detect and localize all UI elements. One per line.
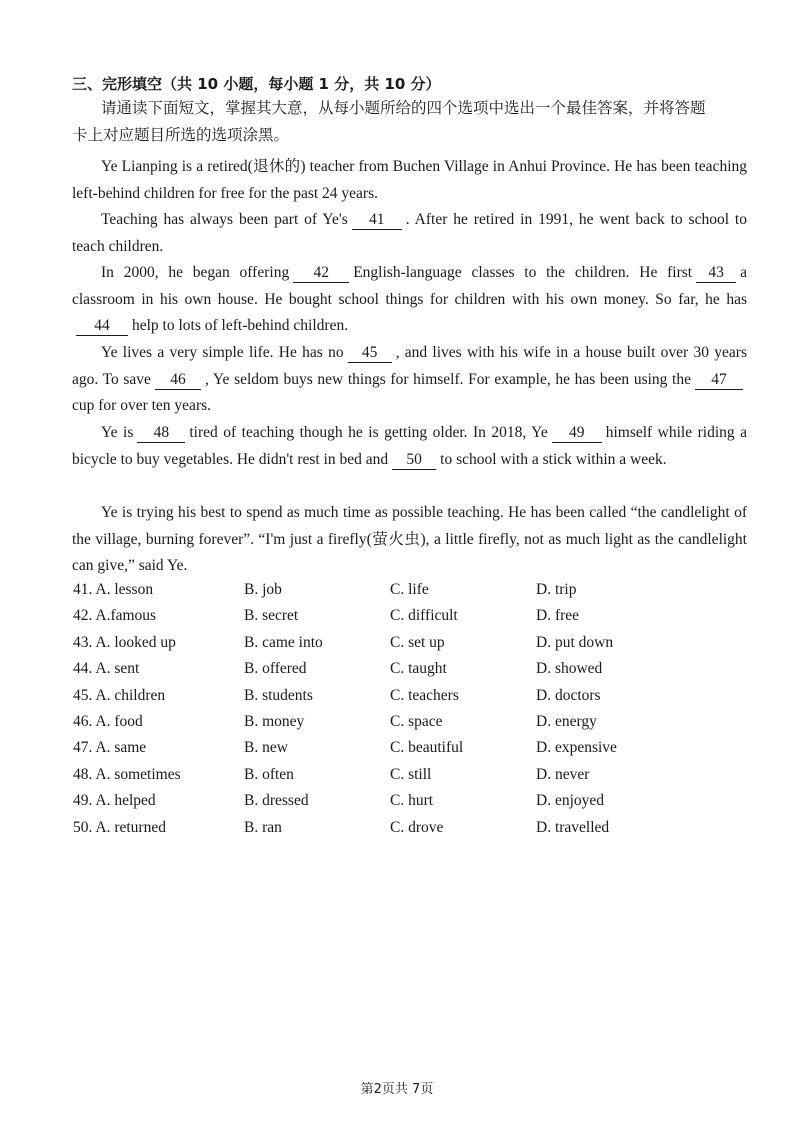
- option-row-41: [73, 581, 753, 607]
- option-b: B. often: [244, 765, 294, 783]
- option-row-44: [73, 660, 753, 686]
- option-a: 44. A. sent: [73, 660, 140, 678]
- option-b: B. dressed: [244, 792, 309, 810]
- paragraph-text: a classroom in his own house. He bought school things for children with his own money. So far, he has: [72, 264, 747, 308]
- blank-41: 41: [352, 211, 402, 230]
- option-c: C. difficult: [390, 607, 458, 625]
- option-b: B. students: [244, 686, 313, 704]
- option-b: B. job: [244, 581, 282, 598]
- option-row-48: [73, 766, 753, 792]
- option-b: B. offered: [244, 660, 307, 678]
- blank-42: 42: [293, 264, 349, 283]
- option-row-50: [73, 819, 753, 845]
- option-c: C. set up: [390, 633, 445, 651]
- blank-43: 43: [696, 264, 736, 283]
- instructions: [72, 96, 747, 149]
- paragraph-text: help to lots of left-behind children.: [132, 317, 349, 335]
- paragraph-text: Ye Lianping is a retired(退休的) teacher from Buchen Village in Anhui Province. He has been teaching left-behind children for free for the past 24 years.: [72, 158, 747, 202]
- option-row-45: [73, 687, 753, 713]
- option-b: B. came into: [244, 633, 323, 651]
- blank-45: 45: [348, 344, 392, 363]
- paragraph-text: Ye is trying his best to spend as much time as possible teaching. He has been called “the candlelight of the village, burning forever”. “I'm just a firefly(萤火虫), a little firefly, not as much light as the candlelight can give,” said Ye.: [72, 504, 747, 575]
- option-c: C. life: [390, 581, 429, 598]
- passage-paragraph-3: [72, 260, 747, 340]
- blank-44: 44: [76, 317, 128, 336]
- paragraph-text: Ye lives a very simple life. He has no: [101, 344, 344, 361]
- paragraph-text: cup for over ten years.: [72, 397, 212, 415]
- blank-48: 48: [137, 424, 185, 443]
- option-a: 46. A. food: [73, 712, 143, 730]
- option-c: C. beautiful: [390, 739, 464, 757]
- option-c: C. space: [390, 712, 443, 730]
- option-d: D. showed: [536, 660, 603, 678]
- options-list: [73, 581, 753, 845]
- paragraph-text: English-language classes to the children. He first: [353, 264, 693, 281]
- paragraph-text: , and lives with his wife in a house built over 30 years ago. To save: [72, 344, 747, 388]
- option-row-43: [73, 634, 753, 660]
- paragraph-text: , Ye seldom buys new things for himself. For example, he has been using the: [204, 370, 691, 388]
- paragraph-text: . After he retired in 1991, he went back to school to teach children.: [72, 211, 747, 255]
- option-row-46: [73, 713, 753, 739]
- blank-47: 47: [695, 371, 743, 390]
- option-a: 49. A. helped: [73, 792, 156, 810]
- option-d: D. enjoyed: [536, 792, 605, 810]
- page-number: 第2页共 7页: [360, 1082, 434, 1097]
- instructions-line2: 卡上对应题目所选的选项涂黑。: [72, 126, 290, 144]
- blank-50: 50: [392, 451, 436, 470]
- blank-49: 49: [552, 424, 602, 443]
- option-c: C. drove: [390, 818, 444, 836]
- blank-46: 46: [155, 371, 201, 390]
- paragraph-text: Teaching has always been part of Ye's: [101, 211, 348, 228]
- option-a: 50. A. returned: [73, 818, 166, 836]
- option-d: D. never: [536, 765, 590, 783]
- option-b: B. ran: [244, 818, 282, 836]
- option-c: C. taught: [390, 660, 447, 678]
- option-b: B. secret: [244, 607, 299, 625]
- option-d: D. put down: [536, 633, 614, 651]
- option-row-42: [73, 607, 753, 633]
- option-d: D. trip: [536, 581, 577, 598]
- instructions-line1: 请通读下面短文，掌握其大意，从每小题所给的四个选项中选出一个最佳答案，并将答题: [101, 100, 706, 117]
- passage-paragraph-1: [72, 154, 747, 207]
- option-d: D. energy: [536, 712, 597, 730]
- option-a: 43. A. looked up: [73, 633, 176, 651]
- option-b: B. money: [244, 712, 305, 730]
- paragraph-text: Ye is: [101, 424, 134, 441]
- option-c: C. hurt: [390, 792, 434, 810]
- option-d: D. expensive: [536, 739, 617, 757]
- option-row-47: [73, 739, 753, 765]
- passage-paragraph-5: [72, 420, 747, 473]
- option-d: D. travelled: [536, 818, 610, 836]
- paragraph-text: tired of teaching though he is getting older. In 2018, Ye: [189, 424, 548, 441]
- paragraph-text: In 2000, he began offering: [101, 264, 290, 281]
- option-row-49: [73, 792, 753, 818]
- passage-paragraph-2: [72, 207, 747, 260]
- option-a: 42. A.famous: [73, 607, 157, 625]
- paragraph-text: himself while riding a bicycle to buy vegetables. He didn't rest in bed and: [72, 424, 747, 468]
- option-a: 47. A. same: [73, 739, 147, 757]
- option-a: 41. A. lesson: [73, 581, 154, 598]
- option-d: D. free: [536, 607, 580, 625]
- paragraph-text: to school with a stick within a week.: [440, 450, 667, 468]
- passage-paragraph-4: [72, 340, 747, 420]
- option-b: B. new: [244, 739, 288, 757]
- passage-paragraph-6: [72, 500, 747, 580]
- option-c: C. still: [390, 765, 432, 783]
- option-d: D. doctors: [536, 686, 601, 704]
- option-a: 45. A. children: [73, 686, 166, 704]
- option-a: 48. A. sometimes: [73, 765, 181, 783]
- option-c: C. teachers: [390, 686, 459, 704]
- section-title: 三、完形填空（共 10 小题，每小题 1 分，共 10 分）: [72, 75, 441, 93]
